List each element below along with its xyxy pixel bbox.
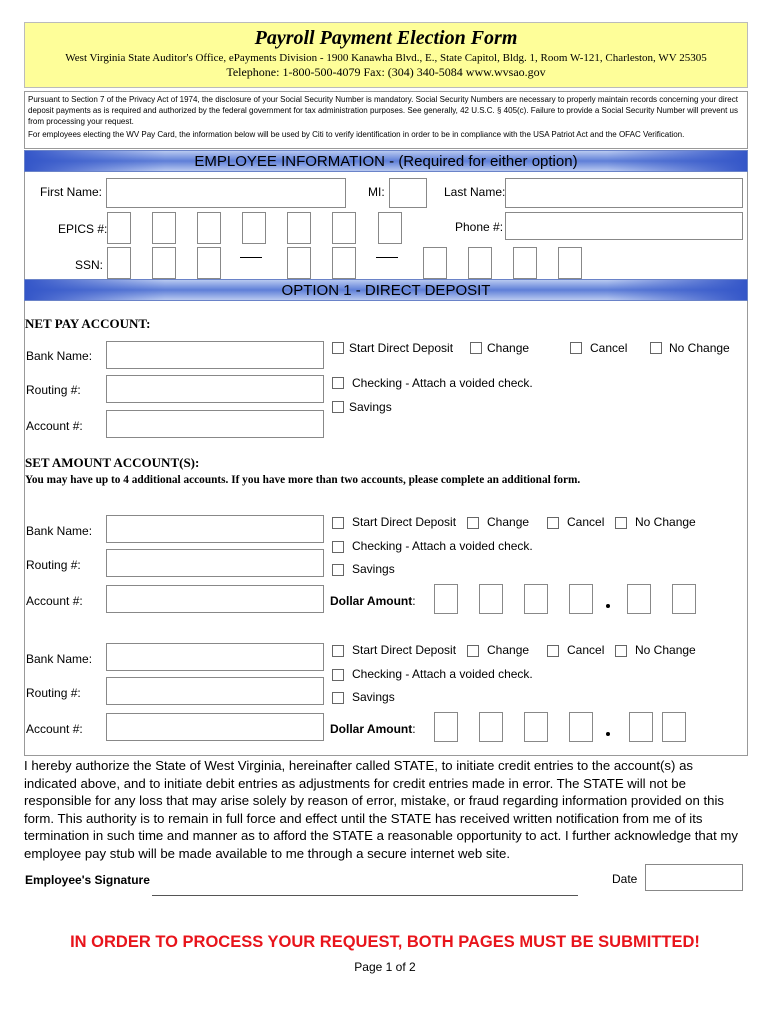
mi-label: MI: bbox=[368, 185, 385, 199]
page-number: Page 1 of 2 bbox=[354, 960, 416, 974]
form-title: Payroll Payment Election Form bbox=[254, 27, 518, 49]
phone-label: Phone #: bbox=[455, 220, 504, 234]
account-label: Account #: bbox=[26, 722, 83, 736]
savings-label: Savings bbox=[352, 562, 395, 576]
bank-name-label: Bank Name: bbox=[26, 652, 93, 666]
signature-line[interactable] bbox=[152, 895, 578, 896]
routing-label: Routing #: bbox=[26, 383, 81, 397]
set-amount-heading: SET AMOUNT ACCOUNT(S): bbox=[25, 455, 200, 470]
set1-savings-checkbox[interactable] bbox=[332, 564, 344, 576]
net-change-checkbox[interactable] bbox=[470, 342, 482, 354]
cancel-label: Cancel bbox=[567, 515, 605, 529]
epics-digit[interactable] bbox=[107, 212, 131, 244]
change-label: Change bbox=[487, 515, 530, 529]
net-checking-checkbox[interactable] bbox=[332, 377, 344, 389]
set-amount-note: You may have up to 4 additional accounts. If you have more than two accounts, please complete an additional form. bbox=[25, 474, 581, 486]
epics-digit[interactable] bbox=[152, 212, 176, 244]
savings-label: Savings bbox=[352, 690, 395, 704]
option1-heading: OPTION 1 - DIRECT DEPOSIT bbox=[24, 279, 748, 301]
set1-account-field[interactable] bbox=[106, 585, 324, 613]
ssn-separator bbox=[240, 257, 262, 258]
set2-start-checkbox[interactable] bbox=[332, 645, 344, 657]
set1-bank-name-field[interactable] bbox=[106, 515, 324, 543]
ssn-digit[interactable] bbox=[197, 247, 221, 279]
set1-no-change-checkbox[interactable] bbox=[615, 517, 627, 529]
decimal-point bbox=[606, 732, 610, 736]
set1-dollar-digit[interactable] bbox=[569, 584, 593, 614]
date-label: Date bbox=[612, 872, 638, 886]
savings-label: Savings bbox=[349, 400, 392, 414]
net-cancel-checkbox[interactable] bbox=[570, 342, 582, 354]
routing-label: Routing #: bbox=[26, 686, 81, 700]
ssn-digit[interactable] bbox=[107, 247, 131, 279]
start-label: Start Direct Deposit bbox=[352, 515, 457, 529]
set2-savings-checkbox[interactable] bbox=[332, 692, 344, 704]
decimal-point bbox=[606, 604, 610, 608]
set2-cancel-checkbox[interactable] bbox=[547, 645, 559, 657]
set2-cents-digit[interactable] bbox=[662, 712, 686, 742]
dollar-amount-label: Dollar Amount: bbox=[330, 594, 416, 608]
cancel-label: Cancel bbox=[590, 341, 628, 355]
paycard-text: For employees electing the WV Pay Card, the information below will be used by Citi to verify identification in order to be in compliance with the USA Patriot Act and the OFAC Verification. bbox=[28, 130, 685, 139]
checking-label: Checking - Attach a voided check. bbox=[352, 376, 533, 390]
change-label: Change bbox=[487, 643, 530, 657]
change-label: Change bbox=[487, 341, 530, 355]
set1-start-checkbox[interactable] bbox=[332, 517, 344, 529]
set2-account-field[interactable] bbox=[106, 713, 324, 741]
privacy-text: Pursuant to Section 7 of the Privacy Act of 1974, the disclosure of your Social Security Number is mandatory. Social Security Numbers are necessary to properly maintain records concerning your direct deposit payments as is required and authorized by the federal government for tax administration purposes. See generally, 42 U.S.C. § 405(c). Failure to provide a Social Security Number will prevent us from processing your request. bbox=[28, 95, 738, 126]
epics-digit[interactable] bbox=[287, 212, 311, 244]
ssn-digit[interactable] bbox=[423, 247, 447, 279]
epics-digit[interactable] bbox=[378, 212, 402, 244]
last-name-label: Last Name: bbox=[444, 185, 506, 199]
set2-checking-checkbox[interactable] bbox=[332, 669, 344, 681]
no-change-label: No Change bbox=[669, 341, 730, 355]
authorization-text: I hereby authorize the State of West Virginia, hereinafter called STATE, to initiate credit entries to the account(s) as indicated above, and to initiate debit entries as adjustments for credit entries made in error. The STATE will not be responsible for any loss that may arise solely by reason of error, mistake, or fraud regarding information provided on this form. This authority is to remain in full force and effect until the STATE has received written notification from me of its termination in such time and manner as to afford the STATE a reasonable opportunity to act. I further acknowledge that my employee pay stub will be made available to me through a secure internet web site. bbox=[24, 758, 738, 861]
ssn-digit[interactable] bbox=[468, 247, 492, 279]
account-label: Account #: bbox=[26, 594, 83, 608]
ssn-digit[interactable] bbox=[558, 247, 582, 279]
ssn-digit[interactable] bbox=[152, 247, 176, 279]
net-routing-field[interactable] bbox=[106, 375, 324, 403]
set2-dollar-digit[interactable] bbox=[524, 712, 548, 742]
set1-dollar-digit[interactable] bbox=[479, 584, 503, 614]
set2-change-checkbox[interactable] bbox=[467, 645, 479, 657]
ssn-digit[interactable] bbox=[287, 247, 311, 279]
epics-label: EPICS #: bbox=[58, 222, 108, 236]
set1-dollar-digit[interactable] bbox=[434, 584, 458, 614]
set1-dollar-digit[interactable] bbox=[524, 584, 548, 614]
routing-label: Routing #: bbox=[26, 558, 81, 572]
epics-digit[interactable] bbox=[332, 212, 356, 244]
net-pay-heading: NET PAY ACCOUNT: bbox=[25, 316, 151, 331]
office-contact: Telephone: 1-800-500-4079 Fax: (304) 340-5084 www.wvsao.gov bbox=[226, 65, 546, 79]
start-label: Start Direct Deposit bbox=[349, 341, 454, 355]
net-start-checkbox[interactable] bbox=[332, 342, 344, 354]
ssn-digit[interactable] bbox=[332, 247, 356, 279]
start-label: Start Direct Deposit bbox=[352, 643, 457, 657]
first-name-label: First Name: bbox=[40, 185, 103, 199]
set1-cents-digit[interactable] bbox=[672, 584, 696, 614]
net-bank-name-field[interactable] bbox=[106, 341, 324, 369]
set2-dollar-digit[interactable] bbox=[434, 712, 458, 742]
set2-dollar-digit[interactable] bbox=[569, 712, 593, 742]
set1-cents-digit[interactable] bbox=[627, 584, 651, 614]
privacy-notice bbox=[24, 91, 748, 149]
cancel-label: Cancel bbox=[567, 643, 605, 657]
epics-digit[interactable] bbox=[242, 212, 266, 244]
set1-change-checkbox[interactable] bbox=[467, 517, 479, 529]
account-label: Account #: bbox=[26, 419, 83, 433]
set1-checking-checkbox[interactable] bbox=[332, 541, 344, 553]
form-header bbox=[24, 22, 748, 88]
no-change-label: No Change bbox=[635, 643, 696, 657]
set2-bank-name-field[interactable] bbox=[106, 643, 324, 671]
last-name-field[interactable] bbox=[505, 178, 743, 208]
ssn-label: SSN: bbox=[75, 258, 104, 272]
ssn-separator bbox=[376, 257, 398, 258]
mi-field[interactable] bbox=[389, 178, 427, 208]
set2-no-change-checkbox[interactable] bbox=[615, 645, 627, 657]
dollar-amount-label: Dollar Amount: bbox=[330, 722, 416, 736]
first-name-field[interactable] bbox=[106, 178, 346, 208]
checking-label: Checking - Attach a voided check. bbox=[352, 667, 533, 681]
submission-warning: IN ORDER TO PROCESS YOUR REQUEST, BOTH PAGES MUST BE SUBMITTED! bbox=[70, 933, 700, 951]
ssn-digit[interactable] bbox=[513, 247, 537, 279]
bank-name-label: Bank Name: bbox=[26, 524, 93, 538]
no-change-label: No Change bbox=[635, 515, 696, 529]
set2-dollar-digit[interactable] bbox=[479, 712, 503, 742]
set1-cancel-checkbox[interactable] bbox=[547, 517, 559, 529]
phone-field[interactable] bbox=[505, 212, 743, 240]
net-account-field[interactable] bbox=[106, 410, 324, 438]
office-address: West Virginia State Auditor's Office, ePayments Division - 1900 Kanawha Blvd., E., State Capitol, Bldg. 1, Room W-121, Charleston, WV 25305 bbox=[65, 52, 707, 64]
set2-cents-digit[interactable] bbox=[629, 712, 653, 742]
net-savings-checkbox[interactable] bbox=[332, 401, 344, 413]
employee-info-heading: EMPLOYEE INFORMATION - (Required for either option) bbox=[24, 150, 748, 172]
date-field[interactable] bbox=[645, 864, 743, 891]
bank-name-label: Bank Name: bbox=[26, 349, 93, 363]
epics-digit[interactable] bbox=[197, 212, 221, 244]
checking-label: Checking - Attach a voided check. bbox=[352, 539, 533, 553]
set2-routing-field[interactable] bbox=[106, 677, 324, 705]
set1-routing-field[interactable] bbox=[106, 549, 324, 577]
signature-label: Employee's Signature bbox=[25, 873, 150, 887]
net-no-change-checkbox[interactable] bbox=[650, 342, 662, 354]
